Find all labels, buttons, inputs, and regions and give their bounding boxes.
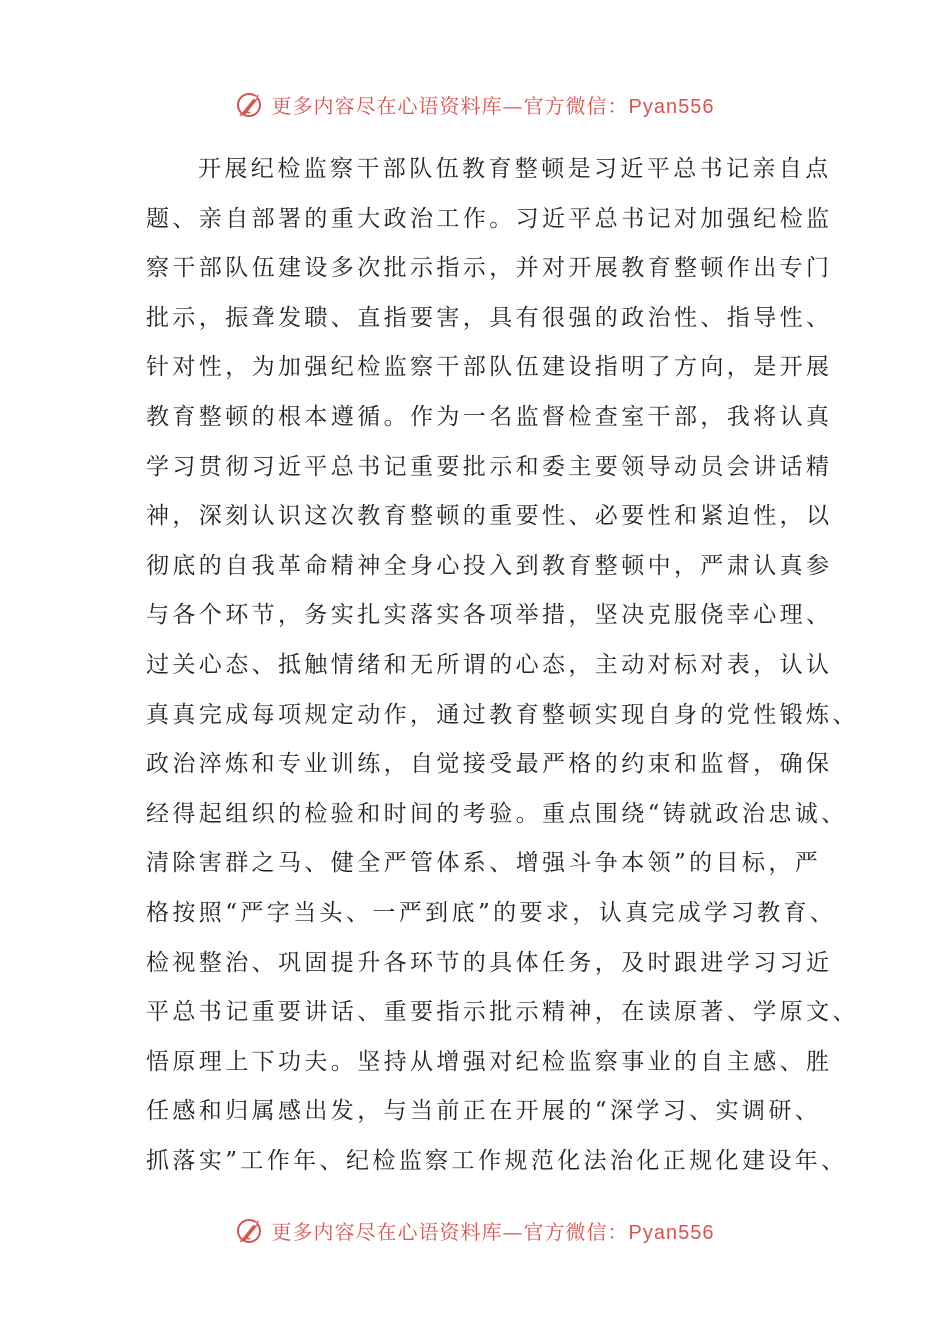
text-line: 学习贯彻习近平总书记重要批示和委主要领导动员会讲话精: [146, 453, 833, 480]
text-line: 察干部队伍建设多次批示指示，并对开展教育整顿作出专门: [146, 255, 833, 282]
footer-banner-text: [272, 1216, 715, 1245]
text-line: 真真完成每项规定动作，通过教育整顿实现自身的党性锻炼、: [146, 701, 859, 728]
text-line: 政治淬炼和专业训练，自觉接受最严格的约束和监督，确保: [146, 751, 833, 778]
text-line: 开展纪检监察干部队伍教育整顿是习近平总书记亲自点: [198, 156, 832, 182]
pen-nib-logo-icon: [236, 1215, 266, 1245]
text-line: 与各个环节，务实扎实落实各项举措，坚决克服侥幸心理、: [146, 602, 833, 629]
text-line: 批示，振聋发聩、直指要害，具有很强的政治性、指导性、: [146, 304, 833, 331]
header-banner-label: 更多内容尽在心语资料库—官方微信：: [271, 93, 629, 118]
text-line: 彻底的自我革命精神全身心投入到教育整顿中，严肃认真参: [146, 552, 833, 579]
text-line: 任感和归属感出发，与当前正在开展的“深学习、实调研、: [146, 1098, 822, 1125]
footer-banner-label: 更多内容尽在心语资料库—官方微信：: [271, 1219, 629, 1244]
text-line: 平总书记重要讲话、重要指示批示精神，在读原著、学原文、: [146, 999, 859, 1026]
footer-banner: [0, 1210, 950, 1250]
footer-wechat-id: Pyan556: [628, 1221, 715, 1244]
header-banner-text: [272, 90, 715, 119]
text-line: 神，深刻认识这次教育整顿的重要性、必要性和紧迫性，以: [146, 503, 833, 530]
header-banner: [0, 84, 950, 124]
text-line: 经得起组织的检验和时间的考验。重点围绕“铸就政治忠诚、: [146, 800, 848, 827]
text-line: 针对性，为加强纪检监察干部队伍建设指明了方向，是开展: [146, 354, 833, 381]
text-line: 清除害群之马、健全严管体系、增强斗争本领”的目标，严: [146, 850, 822, 877]
text-line: 悟原理上下功夫。坚持从增强对纪检监察事业的自主感、胜: [146, 1048, 833, 1075]
text-line: 教育整顿的根本遵循。作为一名监督检查室干部，我将认真: [146, 403, 833, 430]
header-wechat-id: Pyan556: [628, 95, 715, 118]
text-line: 抓落实”工作年、纪检监察工作规范化法治化正规化建设年、: [146, 1147, 848, 1174]
text-line: 过关心态、抵触情绪和无所谓的心态，主动对标对表，认认: [146, 651, 833, 678]
document-body: [146, 145, 859, 1186]
text-line: 题、亲自部署的重大政治工作。习近平总书记对加强纪检监: [146, 205, 833, 232]
pen-nib-logo-icon: [236, 89, 266, 119]
text-line: 格按照“严字当头、一严到底”的要求，认真完成学习教育、: [146, 899, 837, 926]
text-line: 检视整治、巩固提升各环节的具体任务，及时跟进学习习近: [146, 949, 833, 976]
